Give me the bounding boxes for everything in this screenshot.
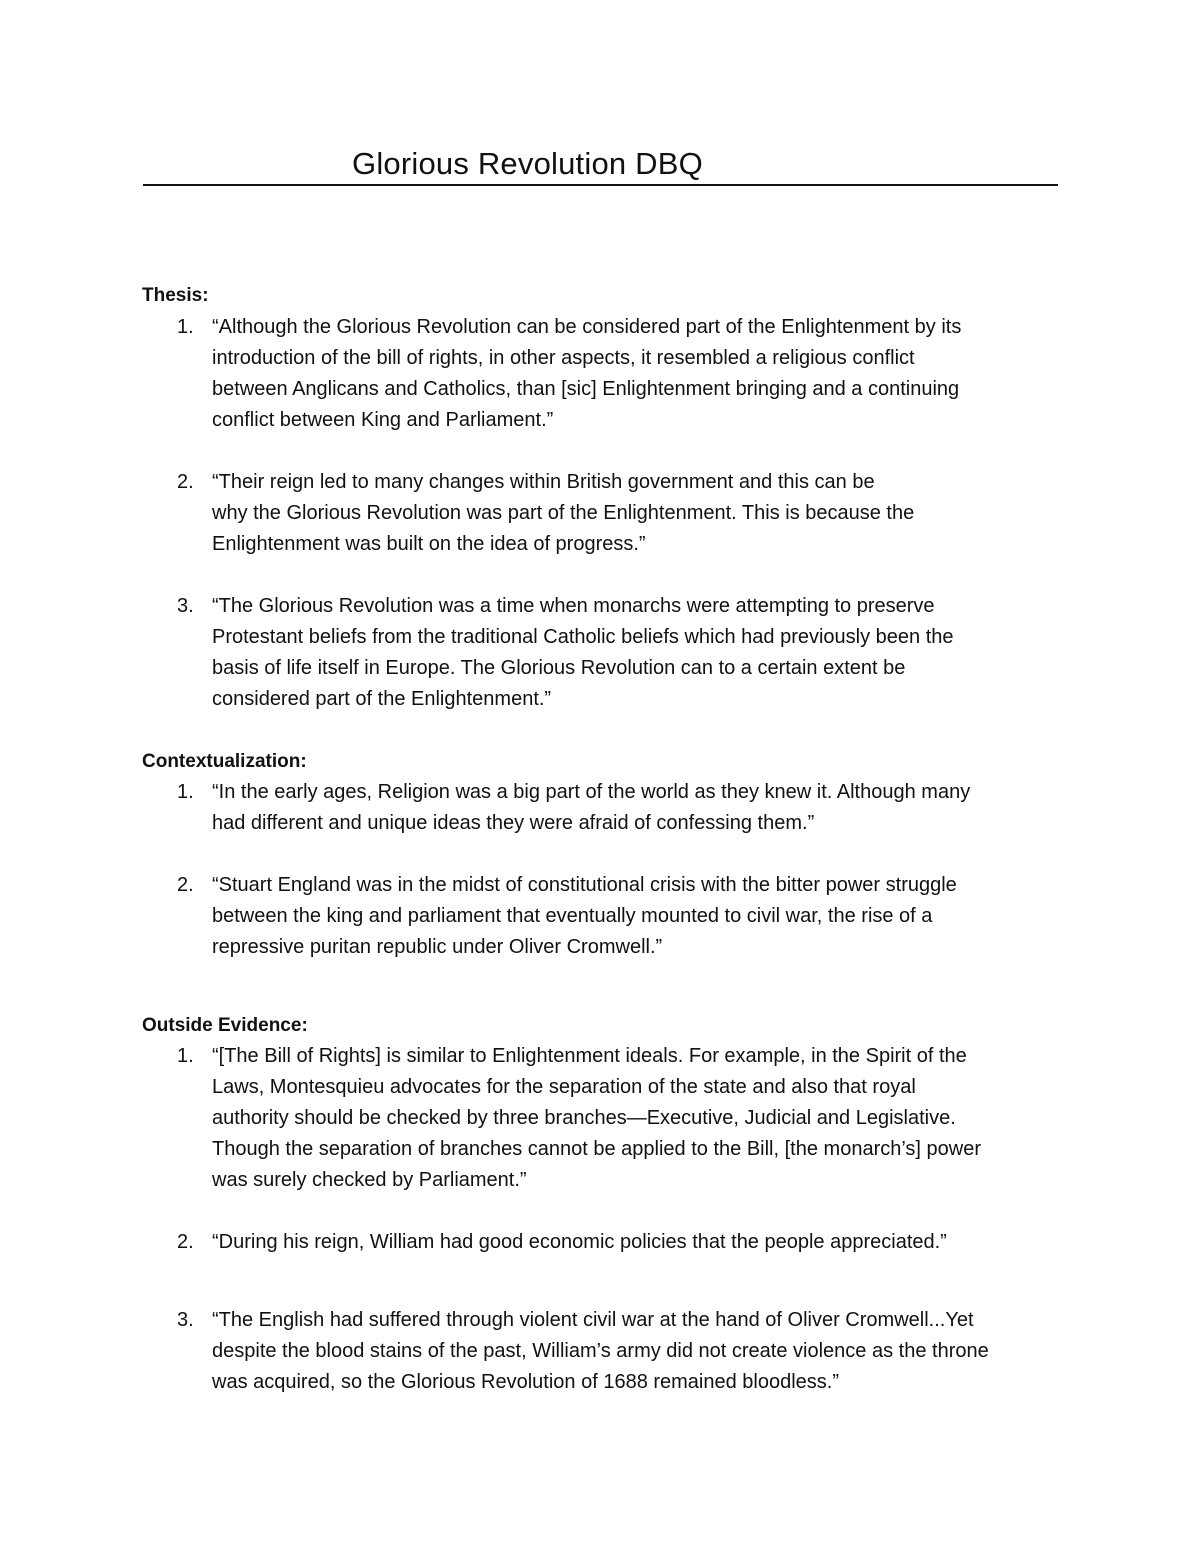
item-line: had different and unique ideas they were afraid of confessing them.”: [212, 812, 815, 834]
item-line: despite the blood stains of the past, William’s army did not create violence as the throne: [212, 1340, 989, 1362]
item-line: was surely checked by Parliament.”: [212, 1169, 527, 1191]
item-line: repressive puritan republic under Oliver Cromwell.”: [212, 936, 663, 958]
item-line: conflict between King and Parliament.”: [212, 409, 554, 431]
list-number: 3.: [177, 1309, 194, 1331]
item-line: introduction of the bill of rights, in other aspects, it resembled a religious conflict: [212, 347, 915, 369]
list-number: 2.: [177, 1231, 194, 1253]
item-line: Laws, Montesquieu advocates for the separation of the state and also that royal: [212, 1076, 916, 1098]
outside-evidence-heading: Outside Evidence:: [142, 1015, 308, 1036]
item-line: “The Glorious Revolution was a time when monarchs were attempting to preserve: [212, 595, 935, 617]
item-line: Enlightenment was built on the idea of progress.”: [212, 533, 646, 555]
item-line: between the king and parliament that eventually mounted to civil war, the rise of a: [212, 905, 933, 927]
item-line: “In the early ages, Religion was a big part of the world as they knew it. Although many: [212, 781, 971, 803]
item-line: was acquired, so the Glorious Revolution of 1688 remained bloodless.”: [212, 1371, 840, 1393]
list-number: 2.: [177, 874, 194, 896]
list-number: 1.: [177, 781, 194, 803]
item-line: between Anglicans and Catholics, than [sic] Enlightenment bringing and a continuing: [212, 378, 960, 400]
item-line: “The English had suffered through violent civil war at the hand of Oliver Cromwell...Yet: [212, 1309, 974, 1331]
list-number: 2.: [177, 471, 194, 493]
item-line: “Their reign led to many changes within British government and this can be: [212, 471, 875, 493]
thesis-heading: Thesis:: [142, 285, 209, 306]
item-line: authority should be checked by three branches—Executive, Judicial and Legislative.: [212, 1107, 956, 1129]
item-line: Protestant beliefs from the traditional Catholic beliefs which had previously been the: [212, 626, 954, 648]
list-number: 1.: [177, 1045, 194, 1067]
list-number: 3.: [177, 595, 194, 617]
item-line: “During his reign, William had good economic policies that the people appreciated.”: [212, 1231, 947, 1253]
item-line: considered part of the Enlightenment.”: [212, 688, 552, 710]
item-line: why the Glorious Revolution was part of the Enlightenment. This is because the: [212, 502, 915, 524]
item-line: “Stuart England was in the midst of constitutional crisis with the bitter power struggle: [212, 874, 957, 896]
item-line: “[The Bill of Rights] is similar to Enlightenment ideals. For example, in the Spirit of the: [212, 1045, 967, 1067]
item-line: “Although the Glorious Revolution can be considered part of the Enlightenment by its: [212, 316, 962, 338]
contextualization-heading: Contextualization:: [142, 751, 307, 772]
item-line: basis of life itself in Europe. The Glorious Revolution can to a certain extent be: [212, 657, 906, 679]
page-title: Glorious Revolution DBQ: [352, 146, 703, 181]
item-line: Though the separation of branches cannot be applied to the Bill, [the monarch’s] power: [212, 1138, 982, 1160]
list-number: 1.: [177, 316, 194, 338]
